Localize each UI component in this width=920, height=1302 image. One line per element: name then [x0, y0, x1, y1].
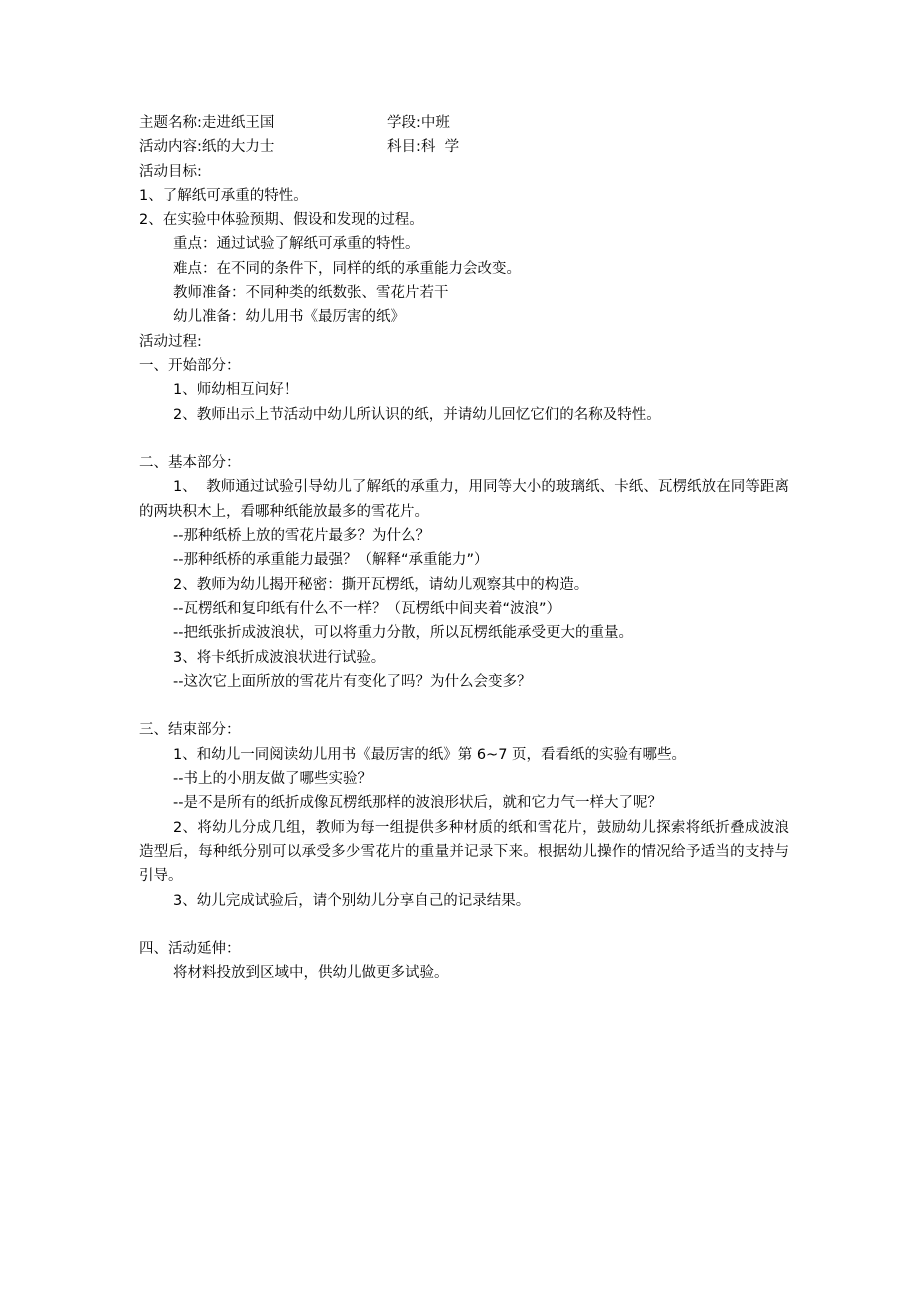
- teacher-preparation: 教师准备：不同种类的纸数张、雪花片若干: [173, 285, 449, 302]
- part3-line-1: 1、和幼儿一同阅读幼儿用书《最厉害的纸》第 6~7 页，看看纸的实验有哪些。: [173, 746, 687, 763]
- part3-line-4: 3、幼儿完成试验后，请个别幼儿分享自己的记录结果。: [173, 892, 531, 909]
- goal-item-2: 2、在实验中体验预期、假设和发现的过程。: [139, 212, 424, 229]
- part4-line: 将材料投放到区域中，供幼儿做更多试验。: [173, 965, 449, 982]
- part2-line-3: 2、教师为幼儿揭开秘密：撕开瓦楞纸，请幼儿观察其中的构造。: [173, 576, 589, 593]
- part3-line-2: --书上的小朋友做了哪些实验？: [173, 771, 372, 788]
- part2-line-4: --瓦楞纸和复印纸有什么不一样？（瓦楞纸中间夹着“波浪”）: [173, 600, 561, 617]
- theme-label: 主题名称:走进纸王国: [139, 115, 275, 131]
- lesson-plan-body: [139, 111, 789, 986]
- goals-heading: 活动目标:: [139, 163, 202, 180]
- difficulty-point: 难点：在不同的条件下，同样的纸的承重能力会改变。: [173, 260, 521, 277]
- part2-line-2: --那种纸桥的承重能力最强？（解释“承重能力”）: [173, 552, 489, 569]
- part2-line-6: 3、将卡纸折成波浪状进行试验。: [173, 649, 386, 666]
- header-row-2: [139, 135, 789, 159]
- part2-line-5: --把纸张折成波浪状，可以将重力分散，所以瓦楞纸能承受更大的重量。: [173, 625, 633, 642]
- part2-paragraph-1: 1、 教师通过试验引导幼儿了解纸的承重力，用同等大小的玻璃纸、卡纸、瓦楞纸放在同等距离的两块积木上，看哪种纸能放最多的雪花片。: [139, 479, 789, 520]
- part1-title: 一、开始部分：: [139, 357, 241, 374]
- header-row-1: [139, 111, 789, 135]
- part2-title: 二、基本部分：: [139, 455, 241, 472]
- process-heading: 活动过程:: [139, 333, 202, 350]
- part1-line-2: 2、教师出示上节活动中幼儿所认识的纸，并请幼儿回忆它们的名称及特性。: [173, 406, 661, 423]
- content-label: 活动内容:纸的大力士: [139, 139, 275, 156]
- spacer: [139, 427, 789, 451]
- part2-line-7: --这次它上面所放的雪花片有变化了吗？为什么会变多？: [173, 673, 532, 690]
- part1-line-1: 1、师幼相互问好！: [173, 382, 299, 399]
- subject-label: 科目:科 学: [387, 139, 460, 156]
- goal-item-1: 1、了解纸可承重的特性。: [139, 187, 308, 204]
- part4-title: 四、活动延伸：: [139, 941, 241, 958]
- spacer: [139, 694, 789, 718]
- stage-label: 学段:中班: [387, 115, 450, 131]
- part3-title: 三、结束部分：: [139, 722, 241, 739]
- spacer: [139, 913, 789, 937]
- part2-line-1: --那种纸桥上放的雪花片最多？为什么？: [173, 528, 430, 545]
- part3-paragraph-2: 2、将幼儿分成几组，教师为每一组提供多种材质的纸和雪花片，鼓励幼儿探索将纸折叠成波浪造型后，每种纸分别可以承受多少雪花片的重量并记录下来。根据幼儿操作的情况给予适当的支持与引导。: [139, 819, 789, 885]
- key-point: 重点：通过试验了解纸可承重的特性。: [173, 236, 420, 253]
- child-preparation: 幼儿准备：幼儿用书《最厉害的纸》: [173, 309, 405, 326]
- part3-line-3: --是不是所有的纸折成像瓦楞纸那样的波浪形状后，就和它力气一样大了呢？: [173, 795, 662, 812]
